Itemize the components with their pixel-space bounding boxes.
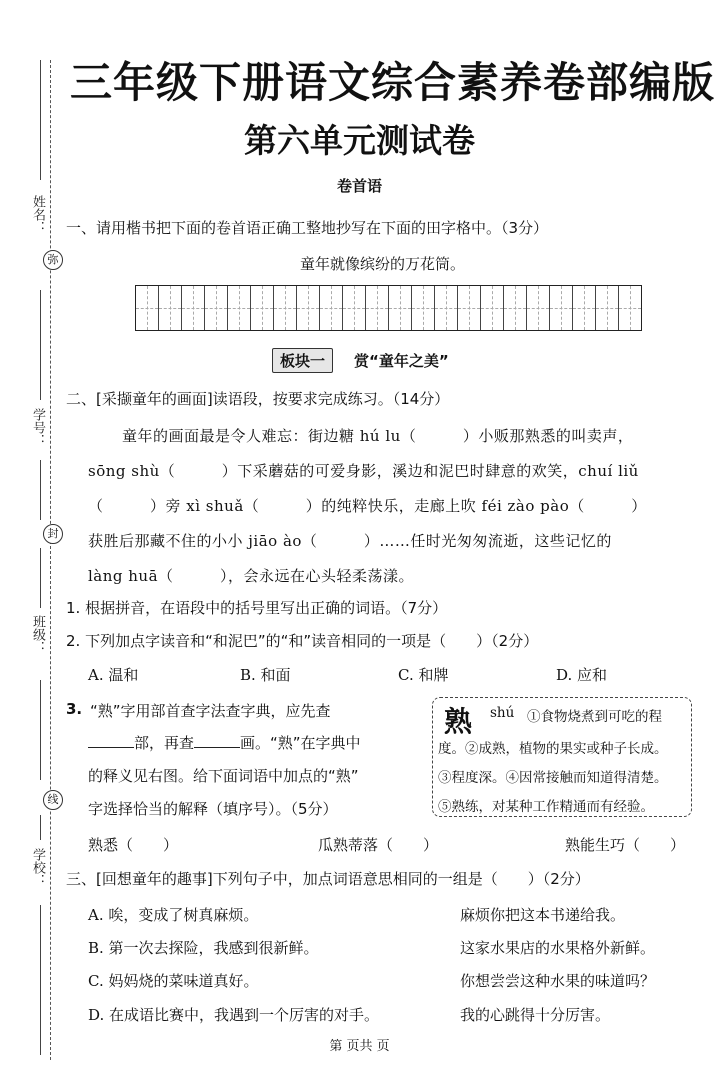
grid-cell[interactable] <box>435 286 458 330</box>
grid-cell[interactable] <box>389 286 412 330</box>
grid-cell[interactable] <box>412 286 435 330</box>
grid-cell[interactable] <box>136 286 159 330</box>
word-guashudiluo[interactable]: 瓜熟蒂落（ ） <box>318 836 439 854</box>
passage-line-1: 童年的画面最是令人难忘：街边糖 hú lu（ ）小贩那熟悉的叫卖声， <box>122 427 634 445</box>
q3-row-a-left[interactable]: A. 唉，变成了树真麻烦。 <box>88 906 259 924</box>
sub-question-3-line-2: 部，再查 画。“熟”在字典中 <box>88 732 361 753</box>
question-3: 三、[回想童年的趣事]下列句子中，加点词语意思相同的一组是（ ）（2分） <box>66 870 590 888</box>
grid-cell[interactable] <box>320 286 343 330</box>
class-rule-2 <box>40 680 41 780</box>
school-rule-2 <box>40 905 41 1055</box>
option-c[interactable]: C. 和牌 <box>398 666 449 684</box>
passage-line-2: sōng shù（ ）下采蘑菇的可爱身影，溪边和泥巴时肆意的欢笑，chuí liǔ <box>88 462 639 480</box>
grid-cell[interactable] <box>228 286 251 330</box>
option-d[interactable]: D. 应和 <box>556 666 608 684</box>
page-subtitle: 第六单元测试卷 <box>244 121 475 160</box>
number-rule <box>40 290 41 400</box>
name-label: 姓名： <box>30 195 45 234</box>
word-shuxi[interactable]: 熟悉（ ） <box>88 836 179 854</box>
dictionary-line-2: 度。②成熟，植物的果实或种子长成。 <box>438 741 668 757</box>
dictionary-char: 熟 <box>444 705 473 738</box>
grid-cell[interactable] <box>550 286 573 330</box>
dictionary-line-4: ⑤熟练，对某种工作精通而有经验。 <box>438 799 654 815</box>
dictionary-line-1: ①食物烧煮到可吃的程 <box>527 709 662 725</box>
class-rule <box>40 548 41 608</box>
writing-grid[interactable] <box>135 285 642 331</box>
sub-question-1: 1. 根据拼音，在语段中的括号里写出正确的词语。（7分） <box>66 599 448 617</box>
seal-xian: 线 <box>43 790 63 810</box>
q3-row-c-right: 你想尝尝这种水果的味道吗？ <box>460 972 656 990</box>
seal-feng: 封 <box>43 524 63 544</box>
sub-question-3-line-3: 的释义见右图。给下面词语中加点的“熟” <box>88 767 359 785</box>
grid-cell[interactable] <box>504 286 527 330</box>
option-b[interactable]: B. 和面 <box>240 666 291 684</box>
grid-cell[interactable] <box>619 286 641 330</box>
grid-cell[interactable] <box>343 286 366 330</box>
grid-cell[interactable] <box>297 286 320 330</box>
class-label: 班级： <box>30 615 45 654</box>
stroke-blank[interactable] <box>194 733 240 748</box>
block-title: 赏“童年之美” <box>354 352 449 370</box>
motto: 童年就像缤纷的万花筒。 <box>300 255 466 273</box>
number-rule-2 <box>40 460 41 520</box>
number-label: 学号： <box>30 408 45 447</box>
option-a[interactable]: A. 温和 <box>88 666 139 684</box>
grid-cell[interactable] <box>159 286 182 330</box>
q3-row-b-left[interactable]: B. 第一次去探险，我感到很新鲜。 <box>88 939 319 957</box>
question-1: 一、请用楷书把下面的卷首语正确工整地抄写在下面的田字格中。（3分） <box>66 219 549 237</box>
q3-row-a-right: 麻烦你把这本书递给我。 <box>460 906 626 924</box>
passage-line-4: 获胜后那藏不住的小小 jiāo ào（ ）……任时光匆匆流逝，这些记忆的 <box>88 532 612 550</box>
school-label: 学校： <box>30 848 45 887</box>
grid-cell[interactable] <box>251 286 274 330</box>
dictionary-line-3: ③程度深。④因常接触而知道得清楚。 <box>438 770 668 786</box>
page-title: 三年级下册语文综合素养卷部编版 <box>70 58 716 107</box>
q3-row-b-right: 这家水果店的水果格外新鲜。 <box>460 939 656 957</box>
grid-cell[interactable] <box>205 286 228 330</box>
question-2: 二、[采撷童年的画面]读语段，按要求完成练习。（14分） <box>66 390 450 408</box>
seal-mi: 弥 <box>43 250 63 270</box>
grid-cell[interactable] <box>458 286 481 330</box>
passage-line-3: （ ）旁 xì shuǎ（ ）的纯粹快乐，走廊上吹 féi zào pào（ ） <box>88 497 647 515</box>
grid-cell[interactable] <box>527 286 550 330</box>
block-tag: 板块一 <box>272 348 333 373</box>
section-head: 卷首语 <box>336 177 382 195</box>
grid-cell[interactable] <box>182 286 205 330</box>
dictionary-pinyin: shú <box>490 705 515 721</box>
q3-row-d-right: 我的心跳得十分厉害。 <box>460 1006 611 1024</box>
sub-question-3-line-4: 字选择恰当的解释（填序号）。（5分） <box>88 800 338 818</box>
grid-cell[interactable] <box>481 286 504 330</box>
grid-cell[interactable] <box>366 286 389 330</box>
sub-question-2: 2. 下列加点字读音和“和泥巴”的“和”读音相同的一项是（ ）（2分） <box>66 632 539 650</box>
grid-cell[interactable] <box>274 286 297 330</box>
grid-cell[interactable] <box>573 286 596 330</box>
radical-blank[interactable] <box>88 733 134 748</box>
sub-question-3-line-1: “熟”字用部首查字法查字典，应先查 <box>90 702 331 720</box>
word-shunengshengqiao[interactable]: 熟能生巧（ ） <box>565 836 686 854</box>
page-footer: 第 页共 页 <box>329 1039 390 1054</box>
binding-dashed-line <box>50 60 51 1060</box>
q3-row-c-left[interactable]: C. 妈妈烧的菜味道真好。 <box>88 972 259 990</box>
school-rule <box>40 815 41 840</box>
grid-cell[interactable] <box>596 286 619 330</box>
q3-row-d-left[interactable]: D. 在成语比赛中，我遇到一个厉害的对手。 <box>88 1006 380 1024</box>
passage-line-5: làng huā（ ），会永远在心头轻柔荡漾。 <box>88 567 415 585</box>
sub-question-3-number: 3. <box>66 700 83 718</box>
